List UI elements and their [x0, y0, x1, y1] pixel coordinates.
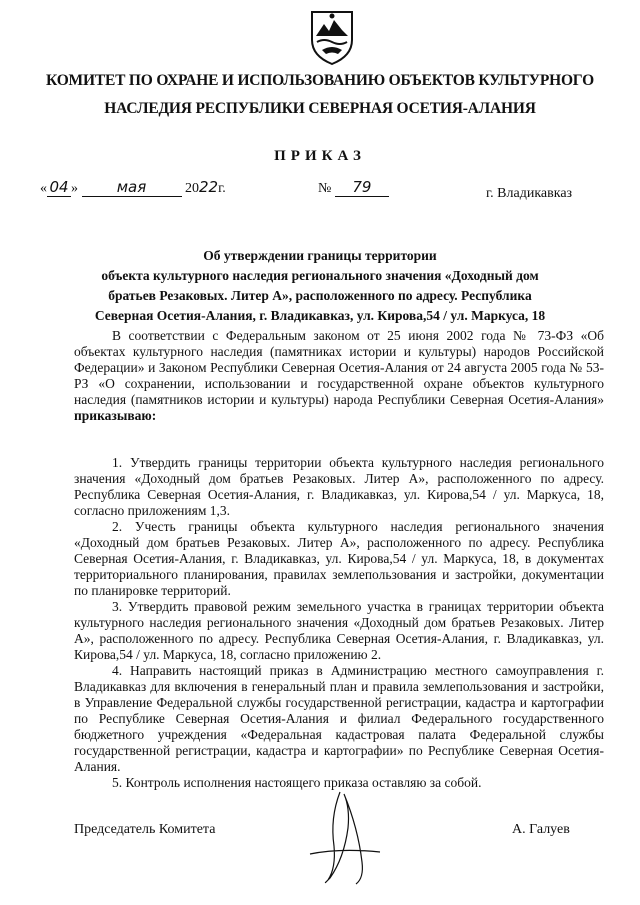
quote-close: »	[71, 181, 78, 196]
title-line: Северная Осетия-Алания, г. Владикавказ, ул. Кирова,54 / ул. Маркуса, 18	[94, 308, 546, 323]
order-item-3: 3. Утвердить правовой режим земельного участка в границах территории объекта культурного наследия регионального значения «Доходный дом братьев Резаковых. Литер А», расположенного по адресу. Республика Северная Осетия-Алания, г. Владикавказ, ул. Кирова,54 / ул. Маркуса, 18, согласно приложению 2.	[74, 599, 604, 662]
order-day: 04	[47, 178, 71, 197]
signatory-name: А. Галуев	[512, 822, 570, 837]
signatory-position: Председатель Комитета	[74, 822, 216, 837]
number-sign: №	[318, 181, 332, 196]
coat-of-arms-icon	[304, 6, 360, 66]
preamble-command: приказываю:	[74, 408, 157, 423]
order-number-value: 79	[335, 178, 389, 197]
order-item-5: 5. Контроль исполнения настоящего приказа оставляю за собой.	[112, 775, 482, 790]
title-line: братьев Резаковых. Литер А», расположенного по адресу. Республика	[108, 288, 532, 303]
handwritten-signature	[300, 788, 390, 888]
title-line: объекта культурного наследия регионального значения «Доходный дом	[101, 268, 539, 283]
preamble	[74, 328, 604, 424]
order-year-prefix: 20	[185, 181, 199, 196]
order-items	[74, 455, 604, 791]
order-item-4: 4. Направить настоящий приказ в Администрацию местного самоуправления г. Владикавказ для включения в генеральный план и правила землепользования и застройки, в Управление Федеральной службы государственной регистрации, кадастра и картографии по Республике Северная Осетия-Алания и филиал Федерального государственного бюджетного учреждения «Федеральная кадастровая палата Федеральной службы государственной регистрации, кадастра и картографии» по Республике Северная Осетия-Алания.	[74, 663, 604, 774]
order-date	[40, 178, 226, 197]
document-type-heading: ПРИКАЗ	[274, 148, 366, 164]
quote-open: «	[40, 181, 47, 196]
order-title	[40, 246, 600, 326]
organization-name-line2: НАСЛЕДИЯ РЕСПУБЛИКИ СЕВЕРНАЯ ОСЕТИЯ-АЛАНИЯ	[104, 100, 536, 117]
order-item-2: 2. Учесть границы объекта культурного наследия регионального значения «Доходный дом братьев Резаковых. Литер А», расположенного по адресу. Республика Северная Осетия-Алания, г. Владикавказ, ул. Кирова,54 / ул. Маркуса, 18, в документах территориального планирования, правилах землепользования и застройки, документации по планировке территорий.	[74, 519, 604, 598]
order-year-unit: г.	[218, 181, 226, 196]
order-city: г. Владикавказ	[486, 186, 573, 201]
order-month: мая	[82, 178, 182, 197]
order-year-suffix: 22	[199, 178, 219, 196]
preamble-text: В соответствии с Федеральным законом от 25 июня 2002 года № 73-ФЗ «Об объектах культурного наследия (памятниках истории и культуры) народов Российской Федерации» и Законом Республики Северная Осетия-Алания от 24 августа 2005 года № 53-РЗ «О сохранении, использовании и государственной охране объектов культурного наследия (памятников истории и культуры) народа Республики Северная Осетия-Алания»	[74, 328, 604, 407]
order-number	[318, 178, 389, 197]
order-item-1: 1. Утвердить границы территории объекта культурного наследия регионального значения «Доходный дом братьев Резаковых. Литер А», расположенного по адресу. Республика Северная Осетия-Алания, г. Владикавказ, ул. Кирова,54 / ул. Маркуса, 18, согласно приложениям 1,3.	[74, 455, 604, 518]
organization-name-line1: КОМИТЕТ ПО ОХРАНЕ И ИСПОЛЬЗОВАНИЮ ОБЪЕКТОВ КУЛЬТУРНОГО	[46, 72, 594, 89]
title-line: Об утверждении границы территории	[203, 248, 437, 263]
